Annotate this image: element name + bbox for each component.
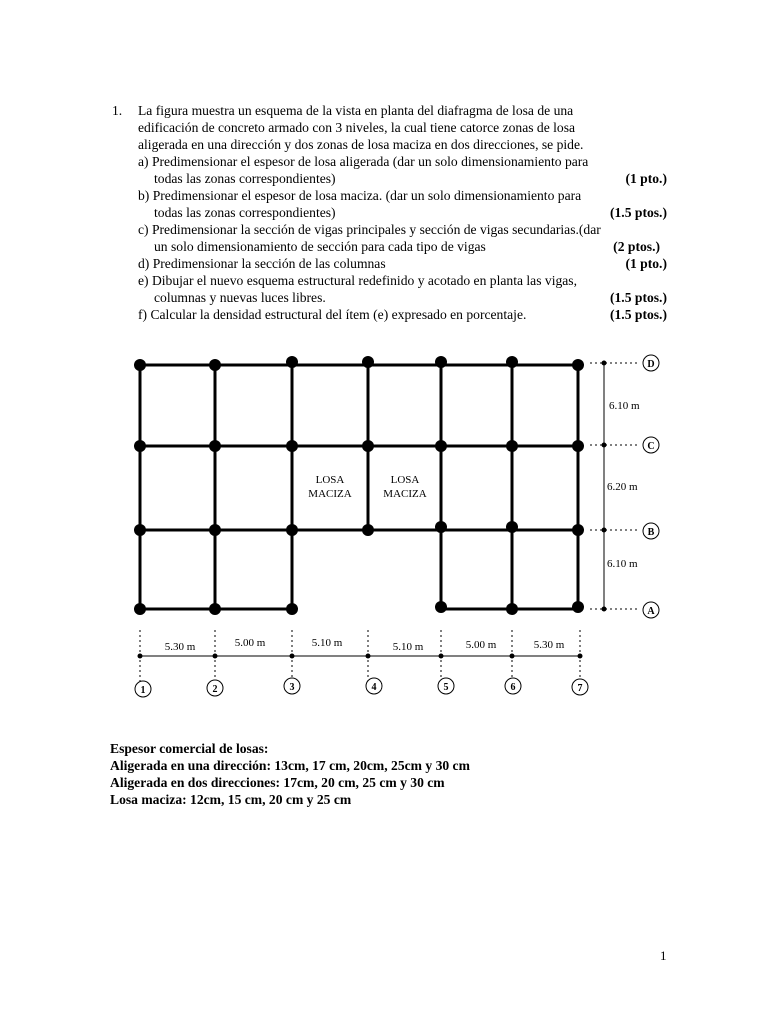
item-c-line1: c) Predimensionar la sección de vigas principales y sección de vigas secundarias.(dar [138, 222, 601, 237]
item-e-line2: columnas y nuevas luces libres. (1.5 ptos.) [154, 290, 667, 305]
column [286, 524, 298, 536]
column [572, 359, 584, 371]
col-dim-label: 5.00 m [234, 637, 266, 649]
notes-title: Espesor comercial de losas: [110, 741, 269, 756]
item-b-line1: b) Predimensionar el espesor de losa maciza. (dar un solo dimensionamiento para [138, 188, 582, 203]
axis-label: C [647, 441, 655, 452]
intro-line: aligerada en una dirección y dos zonas de losa maciza en dos direcciones, se pide. [138, 137, 584, 152]
column [435, 356, 447, 368]
row-dim-label: 6.10 m [609, 400, 640, 412]
axis-label: A [647, 606, 655, 617]
dimension-tick [510, 654, 515, 659]
axis-label: 1 [140, 685, 146, 696]
col-dim-label: 5.30 m [164, 641, 196, 653]
column [572, 524, 584, 536]
item-d-points: (1 pto.) [625, 256, 667, 271]
slab-thickness-notes [110, 740, 470, 808]
slab-label-line: LOSA [390, 474, 420, 486]
item-a-line1: a) Predimensionar el espesor de losa aligerada (dar un solo dimensionamiento para [138, 154, 589, 169]
question-number: 1. [112, 103, 123, 118]
col-dimension-labels [165, 637, 565, 653]
notes-line: Aligerada en dos direcciones: 17cm, 20 cm, 25 cm y 30 cm [110, 775, 445, 790]
col-axis-bubbles [135, 678, 588, 697]
column [506, 356, 518, 368]
column [506, 603, 518, 615]
column [506, 440, 518, 452]
column [134, 603, 146, 615]
dimension-tick [602, 607, 607, 612]
page-number: 1 [660, 948, 667, 963]
column [209, 603, 221, 615]
row-dimension-labels [607, 400, 640, 570]
intro-line: La figura muestra un esquema de la vista en planta del diafragma de losa de una [138, 103, 574, 118]
column [134, 359, 146, 371]
dimension-tick [138, 654, 143, 659]
column [572, 601, 584, 613]
row-axis-bubbles [643, 355, 659, 618]
item-d-line1: d) Predimensionar la sección de las columnas (1 pto.) [138, 256, 667, 271]
dimension-tick [602, 443, 607, 448]
dimension-tick [578, 654, 583, 659]
column [286, 603, 298, 615]
dimension-tick [213, 654, 218, 659]
row-dim-label: 6.20 m [607, 481, 638, 493]
column [362, 440, 374, 452]
notes-line: Aligerada en una dirección: 13cm, 17 cm, 20cm, 25cm y 30 cm [110, 758, 470, 773]
item-c-line2: un solo dimensionamiento de sección para cada tipo de vigas (2 ptos.) [154, 239, 660, 254]
column [572, 440, 584, 452]
col-dim-label: 5.00 m [465, 639, 497, 651]
row-dim-label: 6.10 m [607, 558, 638, 570]
column [362, 356, 374, 368]
slab-label-line: MACIZA [308, 488, 352, 500]
column [435, 440, 447, 452]
column [362, 524, 374, 536]
col-dim-label: 5.10 m [392, 641, 424, 653]
columns [134, 356, 584, 615]
column [209, 524, 221, 536]
item-b-line2: todas las zonas correspondientes) (1.5 ptos.) [154, 205, 667, 220]
column [134, 524, 146, 536]
item-e-line1: e) Dibujar el nuevo esquema estructural redefinido y acotado en planta las vigas, [138, 273, 577, 288]
column [134, 440, 146, 452]
item-a-line2: todas las zonas correspondientes) (1 pto.) [154, 171, 667, 186]
item-f-line1: f) Calcular la densidad estructural del ítem (e) expresado en porcentaje. (1.5 ptos.) [138, 307, 667, 322]
slab-label-line: LOSA [315, 474, 345, 486]
axis-label: D [647, 359, 655, 370]
axis-label: B [647, 527, 655, 538]
col-dim-label: 5.30 m [533, 639, 565, 651]
axis-label: 4 [371, 682, 377, 693]
item-b-points: (1.5 ptos.) [609, 205, 667, 220]
column [435, 601, 447, 613]
dimension-tick [439, 654, 444, 659]
item-a-points: (1 pto.) [625, 171, 667, 186]
item-c-points: (2 ptos.) [613, 239, 660, 254]
axis-label: 6 [510, 682, 516, 693]
column [435, 521, 447, 533]
dimension-tick [366, 654, 371, 659]
column [209, 440, 221, 452]
beam-grid [140, 365, 578, 609]
dimension-tick [602, 361, 607, 366]
column [286, 356, 298, 368]
axis-label: 7 [577, 683, 583, 694]
item-f-points: (1.5 ptos.) [609, 307, 667, 322]
axis-label: 3 [289, 682, 295, 693]
column [506, 521, 518, 533]
dimension-tick [602, 528, 607, 533]
column [209, 359, 221, 371]
slab-label-line: MACIZA [383, 488, 427, 500]
item-e-points: (1.5 ptos.) [609, 290, 667, 305]
notes-line: Losa maciza: 12cm, 15 cm, 20 cm y 25 cm [110, 792, 352, 807]
axis-label: 2 [212, 684, 218, 695]
intro-line: edificación de concreto armado con 3 niveles, la cual tiene catorce zonas de losa [138, 120, 576, 135]
axis-label: 5 [443, 682, 449, 693]
col-dim-label: 5.10 m [311, 637, 343, 649]
dimension-tick [290, 654, 295, 659]
column [286, 440, 298, 452]
